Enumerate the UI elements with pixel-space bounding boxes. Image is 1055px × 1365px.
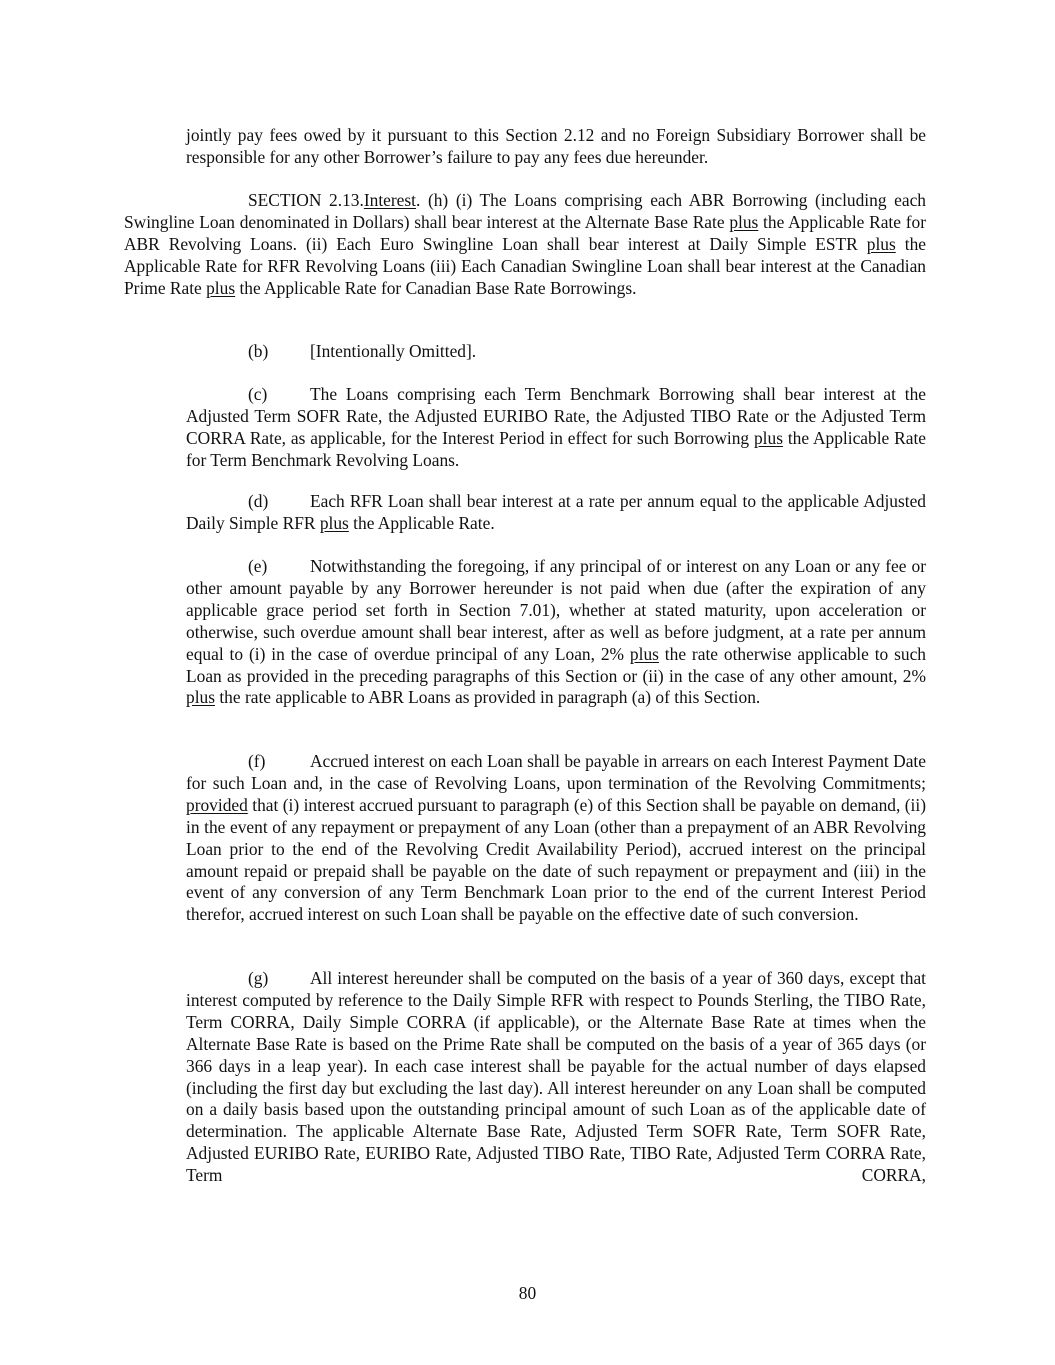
section-heading: Interest bbox=[363, 190, 416, 210]
paragraph-label: (f) bbox=[248, 751, 266, 771]
paragraph-label: (g) bbox=[248, 968, 269, 988]
paragraph-label: (d) bbox=[248, 491, 269, 511]
section-2-13-paragraph: SECTION 2.13.Interest. (h) (i) The Loans comprising each ABR Borrowing (including each Swingline Loan denominated in Dollars) shall bear interest at the Alternate Base Rate plus the Applicable Rate for ABR Revolving Loans. (ii) Each Euro Swingline Loan shall bear interest at Daily Simple ESTR plus the Applicable Rate for RFR Revolving Loans (iii) Each Canadian Swingline Loan shall bear interest at the Canadian Prime Rate plus the Applicable Rate for Canadian Base Rate Borrowings. bbox=[124, 190, 926, 298]
section-number: SECTION 2.13. bbox=[248, 190, 364, 210]
paragraph-c: (c) The Loans comprising each Term Benchmark Borrowing shall bear interest at the Adjusted Term SOFR Rate, the Adjusted EURIBO Rate, the Adjusted TIBO Rate or the Adjusted Term CORRA Rate, as applicable, for the Interest Period in effect for such Borrowing plus the Applicable Rate for Term Benchmark Revolving Loans. bbox=[186, 384, 926, 470]
paragraph-f: (f) Accrued interest on each Loan shall be payable in arrears on each Interest Payment Date for such Loan and, in the case of Revolving Loans, upon termination of the Revolving Commitments; provided that (i) interest accrued pursuant to paragraph (e) of this Section shall be payable on demand, (ii) in the event of any repayment or prepayment of any Loan (other than a prepayment of an ABR Revolving Loan prior to the end of the Revolving Credit Availability Period), accrued interest on the principal amount repaid or prepaid shall be payable on the date of such repayment or prepayment and (iii) in the event of any conversion of any Term Benchmark Loan prior to the end of the current Interest Period therefor, accrued interest on such Loan shall be payable on the effective date of such conversion. bbox=[186, 751, 926, 925]
paragraph-b: (b) [Intentionally Omitted]. bbox=[248, 341, 477, 361]
paragraph-e: (e) Notwithstanding the foregoing, if any principal of or interest on any Loan or any fee or other amount payable by any Borrower hereunder is not paid when due (after the expiration of any applicable grace period set forth in Section 7.01), whether at stated maturity, upon acceleration or otherwise, such overdue amount shall bear interest, after as well as before judgment, at a rate per annum equal to (i) in the case of overdue principal of any Loan, 2% plus the rate otherwise applicable to such Loan as provided in the preceding paragraphs of this Section or (ii) in the case of any other amount, 2% plus the rate applicable to ABR Loans as provided in paragraph (a) of this Section. bbox=[186, 556, 926, 708]
paragraph-label: (b) bbox=[248, 341, 269, 361]
paragraph-g: (g) All interest hereunder shall be computed on the basis of a year of 360 days, except that interest computed by reference to the Daily Simple RFR with respect to Pounds Sterling, the TIBO Rate, Term CORRA, Daily Simple CORRA (if applicable), or the Alternate Base Rate at times when the Alternate Base Rate is based on the Prime Rate shall be computed on the basis of a year of 365 days (or 366 days in a leap year). In each case interest shall be payable for the actual number of days elapsed (including the first day but excluding the last day). All interest hereunder on any Loan shall be computed on a daily basis based upon the outstanding principal amount of such Loan as of the applicable date of determination. The applicable Alternate Base Rate, Adjusted Term SOFR Rate, Term SOFR Rate, Adjusted EURIBO Rate, EURIBO Rate, Adjusted TIBO Rate, TIBO Rate, Adjusted Term CORRA Rate, Term CORRA, bbox=[186, 968, 926, 1186]
paragraph-label: (e) bbox=[248, 556, 268, 576]
paragraph-d: (d) Each RFR Loan shall bear interest at a rate per annum equal to the applicable Adjusted Daily Simple RFR plus the Applicable Rate. bbox=[186, 491, 926, 533]
page-number: 80 bbox=[518, 1283, 537, 1303]
continuation-paragraph: jointly pay fees owed by it pursuant to this Section 2.12 and no Foreign Subsidiary Borrower shall be responsible for any other Borrower’s failure to pay any fees due hereunder. bbox=[186, 125, 926, 167]
paragraph-label: (c) bbox=[248, 384, 268, 404]
